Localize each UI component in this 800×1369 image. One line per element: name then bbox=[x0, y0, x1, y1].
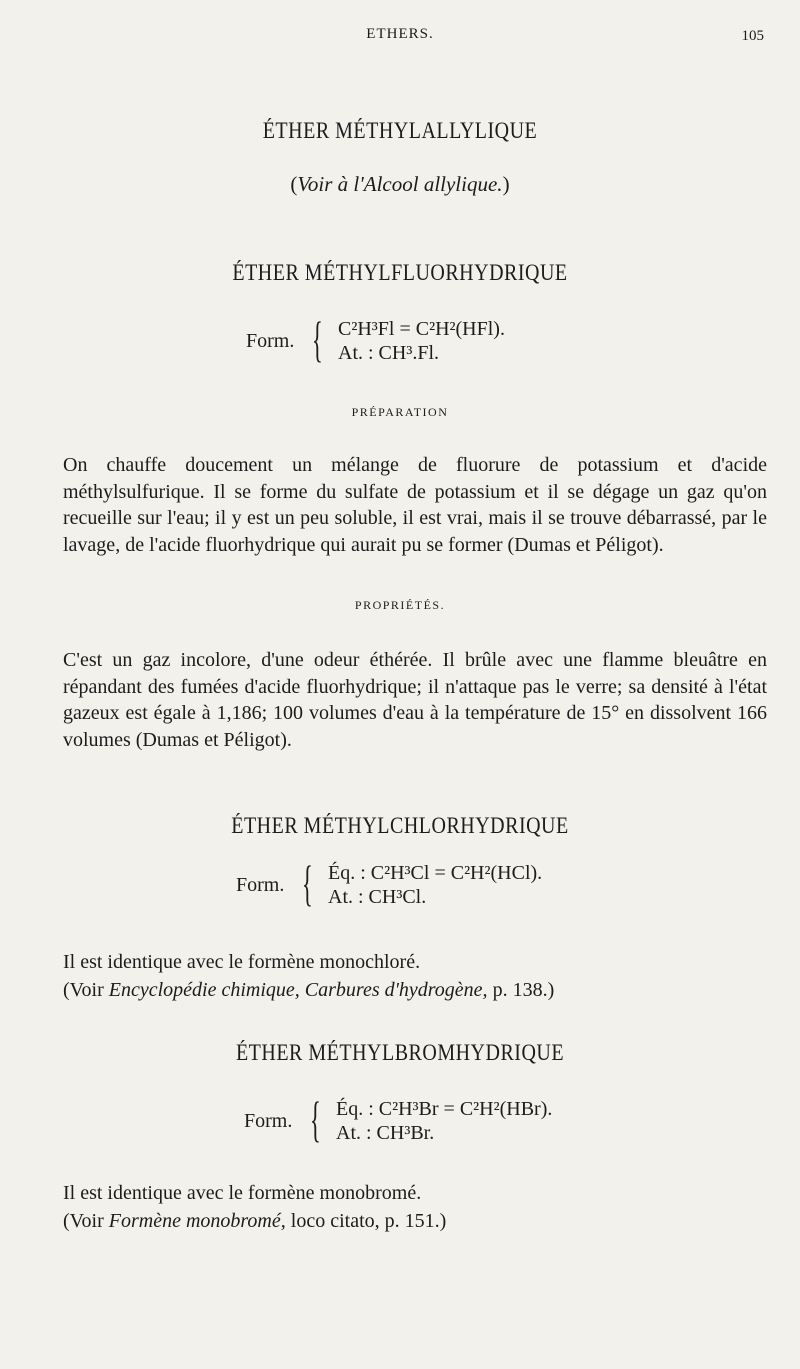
formula-equivalent: Éq. : C²H³Br = C²H²(HBr). bbox=[336, 1098, 553, 1120]
ref-italic: Formène monobromé, bbox=[108, 1210, 286, 1232]
section-title-methylfluorhydrique: ÉTHER MÉTHYLFLUORHYDRIQUE bbox=[232, 260, 568, 286]
preparation-paragraph: On chauffe doucement un mélange de fluorure de potassium et d'acide méthylsulfurique. Il se forme du sulfate de potassium et il se dégage un gaz qu'on recueille sur l'eau; il y est un peu soluble, il est vrai, mais il se trouve débarrassé, par le lavage, de l'acide fluorhydrique qui aurait pu se former (Dumas et Péligot). bbox=[63, 454, 767, 556]
ref-end: p. 138.) bbox=[487, 979, 555, 1001]
note-italic: Voir à l'Alcool allylique. bbox=[297, 172, 503, 196]
formula-atomic: At. : CH³Br. bbox=[336, 1122, 435, 1144]
formula-atomic: At. : CH³Cl. bbox=[328, 886, 427, 908]
formula-brace: { bbox=[310, 1091, 321, 1147]
cross-reference-note bbox=[0, 172, 800, 197]
section-title-methylallylique: ÉTHER MÉTHYLALLYLIQUE bbox=[262, 118, 538, 144]
reference-line-chloro bbox=[63, 977, 767, 1004]
formula-atomic: At. : CH³.Fl. bbox=[338, 342, 440, 364]
ref-start: (Voir bbox=[63, 979, 109, 1001]
section-title-methylchlorhydrique: ÉTHER MÉTHYLCHLORHYDRIQUE bbox=[231, 813, 569, 839]
ref-end: loco citato, p. 151.) bbox=[285, 1210, 447, 1232]
ref-start: (Voir bbox=[63, 1210, 109, 1232]
formula-equivalent: Éq. : C²H³Cl = C²H²(HCl). bbox=[328, 862, 543, 884]
section-title-methylbromhydrique: ÉTHER MÉTHYLBROMHYDRIQUE bbox=[235, 1040, 565, 1066]
properties-paragraph: C'est un gaz incolore, d'une odeur éthérée. Il brûle avec une flamme bleuâtre en répandant des fumées d'acide fluorhydrique; il n'attaque pas le verre; sa densité à l'état gazeux est égale à 1,186; 100 volumes d'eau à la température de 15° en dissolvent 166 volumes (Dumas et Péligot). bbox=[63, 649, 767, 751]
identity-line-chloro: Il est identique avec le formène monochloré. bbox=[63, 951, 421, 973]
formula-brace: { bbox=[312, 311, 323, 367]
formula-equivalent: C²H³Fl = C²H²(HFl). bbox=[338, 318, 505, 340]
running-head: ETHERS. bbox=[366, 26, 434, 42]
formula-brace: { bbox=[302, 855, 313, 911]
properties-heading: PROPRIÉTÉS. bbox=[354, 598, 446, 612]
formula-label: Form. bbox=[236, 874, 285, 896]
identity-line-bromo: Il est identique avec le formène monobromé. bbox=[63, 1182, 422, 1204]
preparation-heading: PRÉPARATION bbox=[351, 405, 449, 419]
note-close: ) bbox=[502, 172, 510, 196]
note-open: ( bbox=[290, 172, 298, 196]
reference-line-bromo bbox=[63, 1208, 767, 1235]
ref-italic: Encyclopédie chimique, Carbures d'hydrogène, bbox=[108, 979, 488, 1001]
formula-label: Form. bbox=[244, 1110, 293, 1132]
formula-label: Form. bbox=[246, 330, 295, 352]
page-number: 105 bbox=[741, 28, 764, 44]
